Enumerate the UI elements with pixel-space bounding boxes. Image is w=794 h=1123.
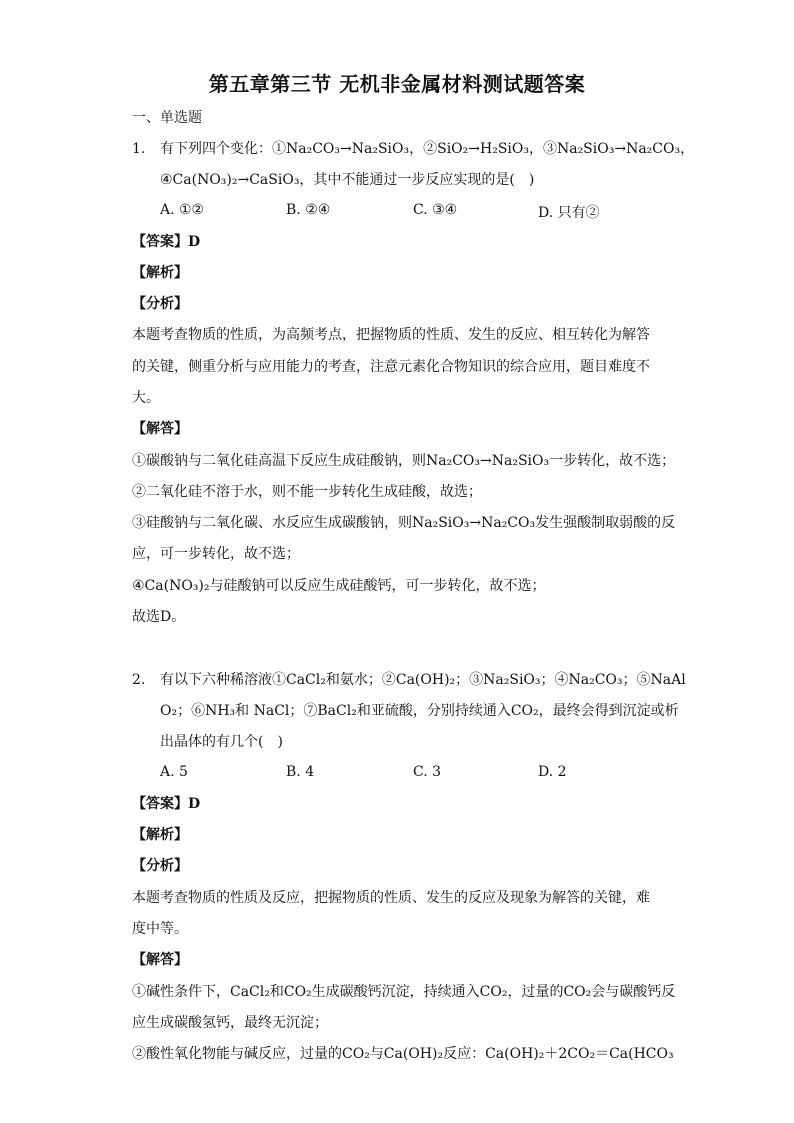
question-2-fenxi-heading: 【分析】: [132, 858, 188, 874]
option-c: C. ③④: [413, 202, 458, 218]
question-2-number: 2.: [132, 672, 146, 688]
question-1-stem-line-2: ④Ca(NO₃)₂→CaSiO₃，其中不能通过一步反应实现的是( ): [160, 172, 535, 188]
question-2-analysis-line: 度中等。: [132, 921, 188, 937]
question-2-stem-line-2: O₂；⑥NH₃和 NaCl；⑦BaCl₂和亚硫酸，分别持续通入CO₂，最终会得到沉淀或析: [160, 703, 679, 719]
question-2-solution-line: 应生成碳酸氢钙，最终无沉淀；: [132, 1015, 328, 1031]
page-title: 第五章第三节 无机非金属材料测试题答案: [208, 72, 586, 96]
question-2-jiexi-heading: 【解析】: [132, 827, 188, 843]
question-1-number: 1.: [132, 141, 146, 157]
question-1-analysis-line: 本题考查物质的性质，为高频考点，把握物质的性质、发生的反应、相互转化为解答: [132, 327, 650, 343]
question-1-analysis-line: 大。: [132, 390, 160, 406]
question-1-answer: 【答案】D: [132, 234, 201, 250]
question-2-solution-line: ②酸性氧化物能与碱反应，过量的CO₂与Ca(OH)₂反应：Ca(OH)₂＋2CO₂＝Ca(HCO₃: [132, 1046, 674, 1062]
option-d: D. 只有②: [538, 205, 600, 221]
question-2-stem-line-3: 出晶体的有几个( ): [160, 734, 283, 750]
question-1-jiexi-heading: 【解析】: [132, 265, 188, 281]
option-a: A. ①②: [160, 202, 205, 218]
question-2-analysis-line: 本题考查物质的性质及反应，把握物质的性质、发生的反应及现象为解答的关键，难: [132, 890, 650, 906]
option-b: B. 4: [286, 764, 315, 780]
option-a: A. 5: [160, 764, 188, 780]
question-1-jieda-heading: 【解答】: [132, 421, 188, 437]
option-d: D. 2: [538, 764, 567, 780]
section-heading: 一、单选题: [132, 110, 202, 126]
question-2-solution-line: ①碱性条件下，CaCl₂和CO₂生成碳酸钙沉淀，持续通入CO₂，过量的CO₂会与碳酸钙反: [132, 984, 676, 1000]
question-1-stem-line-1: 有下列四个变化：①Na₂CO₃→Na₂SiO₃，②SiO₂→H₂SiO₃，③Na₂SiO₃→Na₂CO₃，: [160, 141, 695, 157]
question-2-answer: 【答案】D: [132, 796, 201, 812]
question-2-jieda-heading: 【解答】: [132, 952, 188, 968]
question-2-stem-line-1: 有以下六种稀溶液①CaCl₂和氨水；②Ca(OH)₂；③Na₂SiO₃；④Na₂CO₃；⑤NaAl: [160, 672, 686, 688]
question-1-solution-line: ①碳酸钠与二氧化硅高温下反应生成硅酸钠，则Na₂CO₃→Na₂SiO₃一步转化，故不选；: [132, 453, 676, 469]
question-1-solution-line: ④Ca(NO₃)₂与硅酸钠可以反应生成硅酸钙，可一步转化，故不选；: [132, 578, 546, 594]
option-b: B. ②④: [286, 202, 331, 218]
question-1-analysis-line: 的关键，侧重分析与应用能力的考查，注意元素化合物知识的综合应用，题目难度不: [132, 359, 650, 375]
question-1-solution-line: 应，可一步转化，故不选；: [132, 546, 300, 562]
question-1-solution-line: 故选D。: [132, 609, 186, 625]
option-c: C. 3: [413, 764, 442, 780]
question-1-fenxi-heading: 【分析】: [132, 296, 188, 312]
question-1-solution-line: ③硅酸钠与二氧化碳、水反应生成碳酸钠，则Na₂SiO₃→Na₂CO₃发生强酸制取弱酸的反: [132, 515, 676, 531]
question-1-solution-line: ②二氧化硅不溶于水，则不能一步转化生成硅酸，故选；: [132, 484, 482, 500]
